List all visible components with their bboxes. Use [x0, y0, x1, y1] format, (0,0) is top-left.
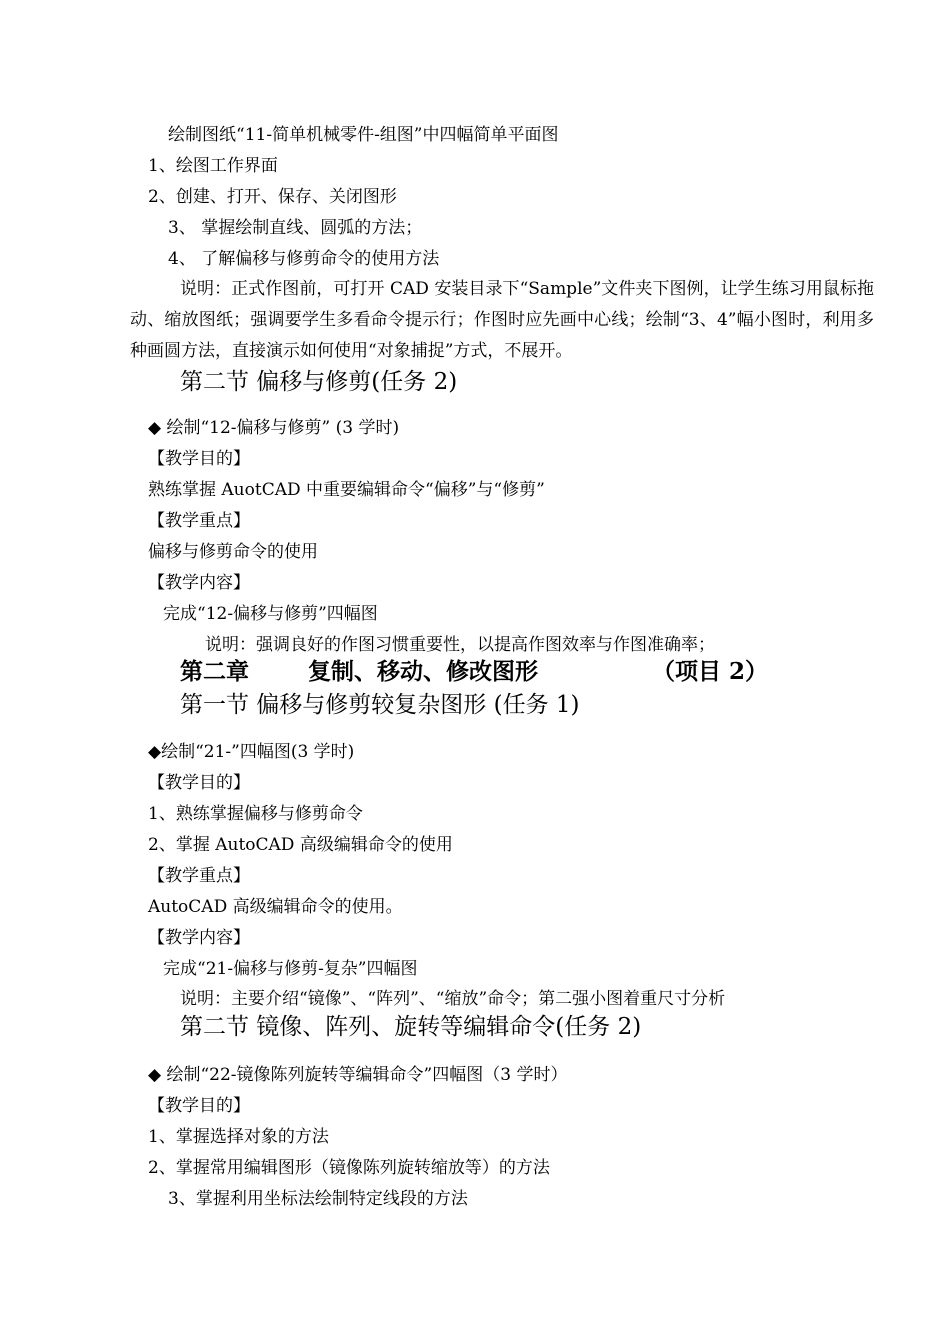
list-item: 4、 了解偏移与修剪命令的使用方法: [168, 249, 440, 269]
task-line: ◆ 绘制“22-镜像陈列旋转等编辑命令”四幅图（3 学时）: [148, 1065, 568, 1085]
list-item: 2、掌握 AutoCAD 高级编辑命令的使用: [148, 835, 453, 855]
label-objective: 【教学目的】: [148, 773, 250, 793]
section-heading: 第二节 偏移与修剪(任务 2): [180, 369, 458, 395]
label-objective: 【教学目的】: [148, 449, 250, 469]
body-text: 偏移与修剪命令的使用: [148, 542, 318, 562]
list-item: 1、掌握选择对象的方法: [148, 1127, 329, 1147]
list-item: 3、掌握利用坐标法绘制特定线段的方法: [168, 1189, 468, 1209]
list-item: 2、创建、打开、保存、关闭图形: [148, 187, 397, 207]
section-heading: 第一节 偏移与修剪较复杂图形 (任务 1): [180, 692, 580, 718]
note-line: 说明：主要介绍“镜像”、“阵列”、“缩放”命令；第二强小图着重尺寸分析: [180, 989, 726, 1009]
body-text: AutoCAD 高级编辑命令的使用。: [148, 897, 403, 917]
label-focus: 【教学重点】: [148, 866, 250, 886]
chapter-number: 第二章: [180, 658, 249, 685]
section-heading: 第二节 镜像、阵列、旋转等编辑命令(任务 2): [180, 1014, 642, 1040]
chapter-heading: [180, 657, 768, 687]
note-line: 说明：强调良好的作图习惯重要性，以提高作图效率与作图准确率；: [205, 635, 715, 655]
body-text: 熟练掌握 AuotCAD 中重要编辑命令“偏移”与“修剪”: [148, 480, 545, 500]
label-objective: 【教学目的】: [148, 1096, 250, 1116]
label-focus: 【教学重点】: [148, 511, 250, 531]
list-item: 1、绘图工作界面: [148, 156, 278, 176]
note-paragraph: 说明：正式作图前，可打开 CAD 安装目录下“Sample”文件夹下图例，让学生练习用鼠标拖动、缩放图纸；强调要学生多看命令提示行；作图时应先画中心线；绘制“3、4”幅小图时，利用多种画圆方法，直接演示如何使用“对象捕捉”方式，不展开。: [130, 279, 874, 361]
task-line: ◆ 绘制“12-偏移与修剪” (3 学时): [148, 418, 400, 438]
list-item: 1、熟练掌握偏移与修剪命令: [148, 804, 363, 824]
intro-line: 绘制图纸“11-简单机械零件-组图”中四幅简单平面图: [168, 125, 559, 145]
list-item: 2、掌握常用编辑图形（镜像陈列旋转缩放等）的方法: [148, 1158, 550, 1178]
body-text: 完成“12-偏移与修剪”四幅图: [163, 604, 378, 624]
label-content: 【教学内容】: [148, 928, 250, 948]
label-content: 【教学内容】: [148, 573, 250, 593]
body-text: 完成“21-偏移与修剪-复杂”四幅图: [163, 959, 418, 979]
chapter-project: （项目 2）: [652, 658, 769, 685]
task-line: ◆绘制“21-”四幅图(3 学时): [148, 742, 355, 762]
chapter-title: 复制、移动、修改图形: [308, 658, 538, 685]
list-item: 3、 掌握绘制直线、圆弧的方法；: [168, 218, 423, 238]
